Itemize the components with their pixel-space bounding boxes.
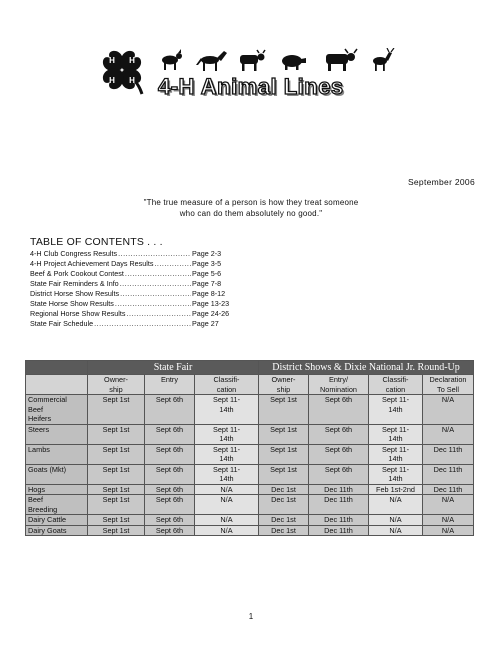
column-header: Classifi- cation bbox=[369, 375, 423, 395]
toc-item bbox=[30, 259, 250, 269]
table-cell: Dec 11th bbox=[309, 525, 369, 536]
svg-text:H: H bbox=[129, 76, 135, 85]
table-cell: N/A bbox=[195, 515, 259, 526]
toc-item-page: Page 27 bbox=[192, 319, 219, 328]
toc-leader bbox=[154, 259, 191, 269]
table-cell: Sept 1st bbox=[88, 464, 145, 484]
column-header: Owner- ship bbox=[259, 375, 309, 395]
table-row bbox=[26, 495, 474, 515]
table-cell: N/A bbox=[195, 495, 259, 515]
newsletter-title: 4-H Animal Lines bbox=[158, 74, 344, 99]
table-cell: Dec 11th bbox=[309, 515, 369, 526]
quote-line: "The true measure of a person is how they treat someone bbox=[143, 198, 359, 207]
table-cell: Sept 6th bbox=[309, 444, 369, 464]
column-header: Owner- ship bbox=[88, 375, 145, 395]
toc-item-label: 4-H Club Congress Results bbox=[30, 249, 118, 258]
table-cell: Sept 6th bbox=[309, 464, 369, 484]
table-row bbox=[26, 395, 474, 425]
district-shows-header: District Shows & Dixie National Jr. Round-Up bbox=[259, 361, 474, 375]
table-cell: N/A bbox=[423, 424, 474, 444]
table-cell: Sept 1st bbox=[88, 395, 145, 425]
table-cell: N/A bbox=[369, 515, 423, 526]
toc-item bbox=[30, 289, 250, 299]
table-cell: Sept 11- 14th bbox=[369, 444, 423, 464]
toc-item bbox=[30, 299, 250, 309]
page-number: 1 bbox=[248, 612, 254, 621]
table-row bbox=[26, 525, 474, 536]
table-cell: Sept 6th bbox=[145, 395, 195, 425]
row-label: Dairy Cattle bbox=[26, 515, 88, 526]
table-cell: Sept 1st bbox=[259, 464, 309, 484]
toc-item-page: Page 13-23 bbox=[192, 299, 230, 308]
table-cell: Sept 1st bbox=[88, 444, 145, 464]
column-header: Entry bbox=[145, 375, 195, 395]
animal-icons-row bbox=[158, 48, 408, 72]
toc-leader bbox=[120, 289, 191, 299]
row-label: Beef Breeding bbox=[26, 495, 88, 515]
toc-heading: TABLE OF CONTENTS . . . bbox=[30, 236, 163, 248]
toc-item-label: District Horse Show Results bbox=[30, 289, 120, 298]
row-label: Goats (Mkt) bbox=[26, 464, 88, 484]
toc-leader bbox=[94, 319, 191, 329]
table-cell: N/A bbox=[423, 395, 474, 425]
toc-item-page: Page 5-6 bbox=[192, 269, 222, 278]
table-cell: Dec 11th bbox=[423, 484, 474, 495]
toc-leader bbox=[118, 249, 191, 259]
quote bbox=[0, 197, 502, 219]
table-cell: Sept 11- 14th bbox=[195, 424, 259, 444]
table-of-contents bbox=[30, 249, 250, 329]
row-label: Lambs bbox=[26, 444, 88, 464]
table-cell: Sept 1st bbox=[88, 495, 145, 515]
toc-item-label: State Fair Schedule bbox=[30, 319, 94, 328]
table-cell: N/A bbox=[369, 525, 423, 536]
goat-icon bbox=[162, 49, 182, 70]
table-row bbox=[26, 515, 474, 526]
table-cell: Sept 11- 14th bbox=[369, 395, 423, 425]
table-cell: Sept 6th bbox=[145, 424, 195, 444]
table-cell: N/A bbox=[423, 515, 474, 526]
deadline-table bbox=[25, 360, 474, 536]
table-cell: Sept 11- 14th bbox=[195, 464, 259, 484]
column-header: Entry/ Nomination bbox=[309, 375, 369, 395]
toc-item-page: Page 8-12 bbox=[192, 289, 226, 298]
table-cell: N/A bbox=[423, 495, 474, 515]
toc-item bbox=[30, 309, 250, 319]
table-cell: Sept 6th bbox=[309, 424, 369, 444]
svg-text:H: H bbox=[129, 56, 135, 65]
state-fair-header: State Fair bbox=[88, 361, 259, 375]
toc-item bbox=[30, 249, 250, 259]
table-cell: Sept 1st bbox=[88, 515, 145, 526]
svg-text:H: H bbox=[109, 76, 115, 85]
table-cell: Dec 11th bbox=[423, 444, 474, 464]
table-cell: Feb 1st-2nd bbox=[369, 484, 423, 495]
column-header: Declaration To Sell bbox=[423, 375, 474, 395]
table-row bbox=[26, 444, 474, 464]
table-cell: Sept 6th bbox=[309, 395, 369, 425]
table-cell: Sept 1st bbox=[259, 444, 309, 464]
table-cell: Sept 1st bbox=[88, 424, 145, 444]
toc-item-page: Page 2-3 bbox=[192, 249, 222, 258]
table-cell: Dec 11th bbox=[309, 495, 369, 515]
blank-header bbox=[26, 361, 88, 375]
column-header: Classifi- cation bbox=[195, 375, 259, 395]
toc-item-label: Beef & Pork Cookout Contest bbox=[30, 269, 124, 278]
deer-icon bbox=[373, 48, 394, 71]
beef-cow-icon bbox=[326, 49, 357, 71]
table-cell: Sept 1st bbox=[259, 424, 309, 444]
toc-item bbox=[30, 319, 250, 329]
table-row bbox=[26, 464, 474, 484]
svg-text:H: H bbox=[109, 56, 115, 65]
table-cell: Dec 11th bbox=[309, 484, 369, 495]
table-cell: N/A bbox=[195, 484, 259, 495]
table-cell: Sept 1st bbox=[259, 395, 309, 425]
toc-item bbox=[30, 269, 250, 279]
toc-item-label: 4-H Project Achievement Days Results bbox=[30, 259, 154, 268]
table-row bbox=[26, 484, 474, 495]
table-cell: Dec 1st bbox=[259, 515, 309, 526]
table-cell: Sept 11- 14th bbox=[195, 444, 259, 464]
cow-icon bbox=[240, 50, 265, 71]
row-label: Commercial Beef Heifers bbox=[26, 395, 88, 425]
4-h-clover-icon bbox=[96, 44, 148, 96]
table-cell: Dec 1st bbox=[259, 525, 309, 536]
table-cell: Sept 11- 14th bbox=[195, 395, 259, 425]
column-header bbox=[26, 375, 88, 395]
table-cell: Dec 1st bbox=[259, 484, 309, 495]
toc-item-page: Page 3-5 bbox=[192, 259, 222, 268]
table-cell: Sept 6th bbox=[145, 444, 195, 464]
toc-leader bbox=[120, 279, 191, 289]
horse-icon bbox=[196, 51, 227, 71]
table-cell: Sept 1st bbox=[88, 484, 145, 495]
table-cell: Dec 11th bbox=[423, 464, 474, 484]
toc-item-label: State Horse Show Results bbox=[30, 299, 114, 308]
row-label: Hogs bbox=[26, 484, 88, 495]
toc-leader bbox=[125, 269, 191, 279]
toc-leader bbox=[115, 299, 191, 309]
table-cell: Sept 6th bbox=[145, 525, 195, 536]
issue-date: September 2006 bbox=[407, 177, 475, 187]
table-cell: Sept 6th bbox=[145, 495, 195, 515]
table-cell: Dec 1st bbox=[259, 495, 309, 515]
row-label: Steers bbox=[26, 424, 88, 444]
table-cell: N/A bbox=[195, 525, 259, 536]
toc-leader bbox=[126, 309, 191, 319]
toc-item-page: Page 7-8 bbox=[192, 279, 222, 288]
table-cell: N/A bbox=[423, 525, 474, 536]
table-cell: Sept 6th bbox=[145, 484, 195, 495]
table-cell: Sept 11- 14th bbox=[369, 424, 423, 444]
table-cell: Sept 1st bbox=[88, 525, 145, 536]
toc-item-label: State Fair Reminders & Info bbox=[30, 279, 119, 288]
quote-line: who can do them absolutely no good." bbox=[179, 209, 323, 218]
toc-item-label: Regional Horse Show Results bbox=[30, 309, 126, 318]
row-label: Dairy Goats bbox=[26, 525, 88, 536]
table-cell: Sept 11- 14th bbox=[369, 464, 423, 484]
table-cell: Sept 6th bbox=[145, 515, 195, 526]
toc-item bbox=[30, 279, 250, 289]
table-row bbox=[26, 424, 474, 444]
pig-icon bbox=[282, 55, 306, 70]
table-cell: Sept 6th bbox=[145, 464, 195, 484]
toc-item-page: Page 24-26 bbox=[192, 309, 230, 318]
table-cell: N/A bbox=[369, 495, 423, 515]
